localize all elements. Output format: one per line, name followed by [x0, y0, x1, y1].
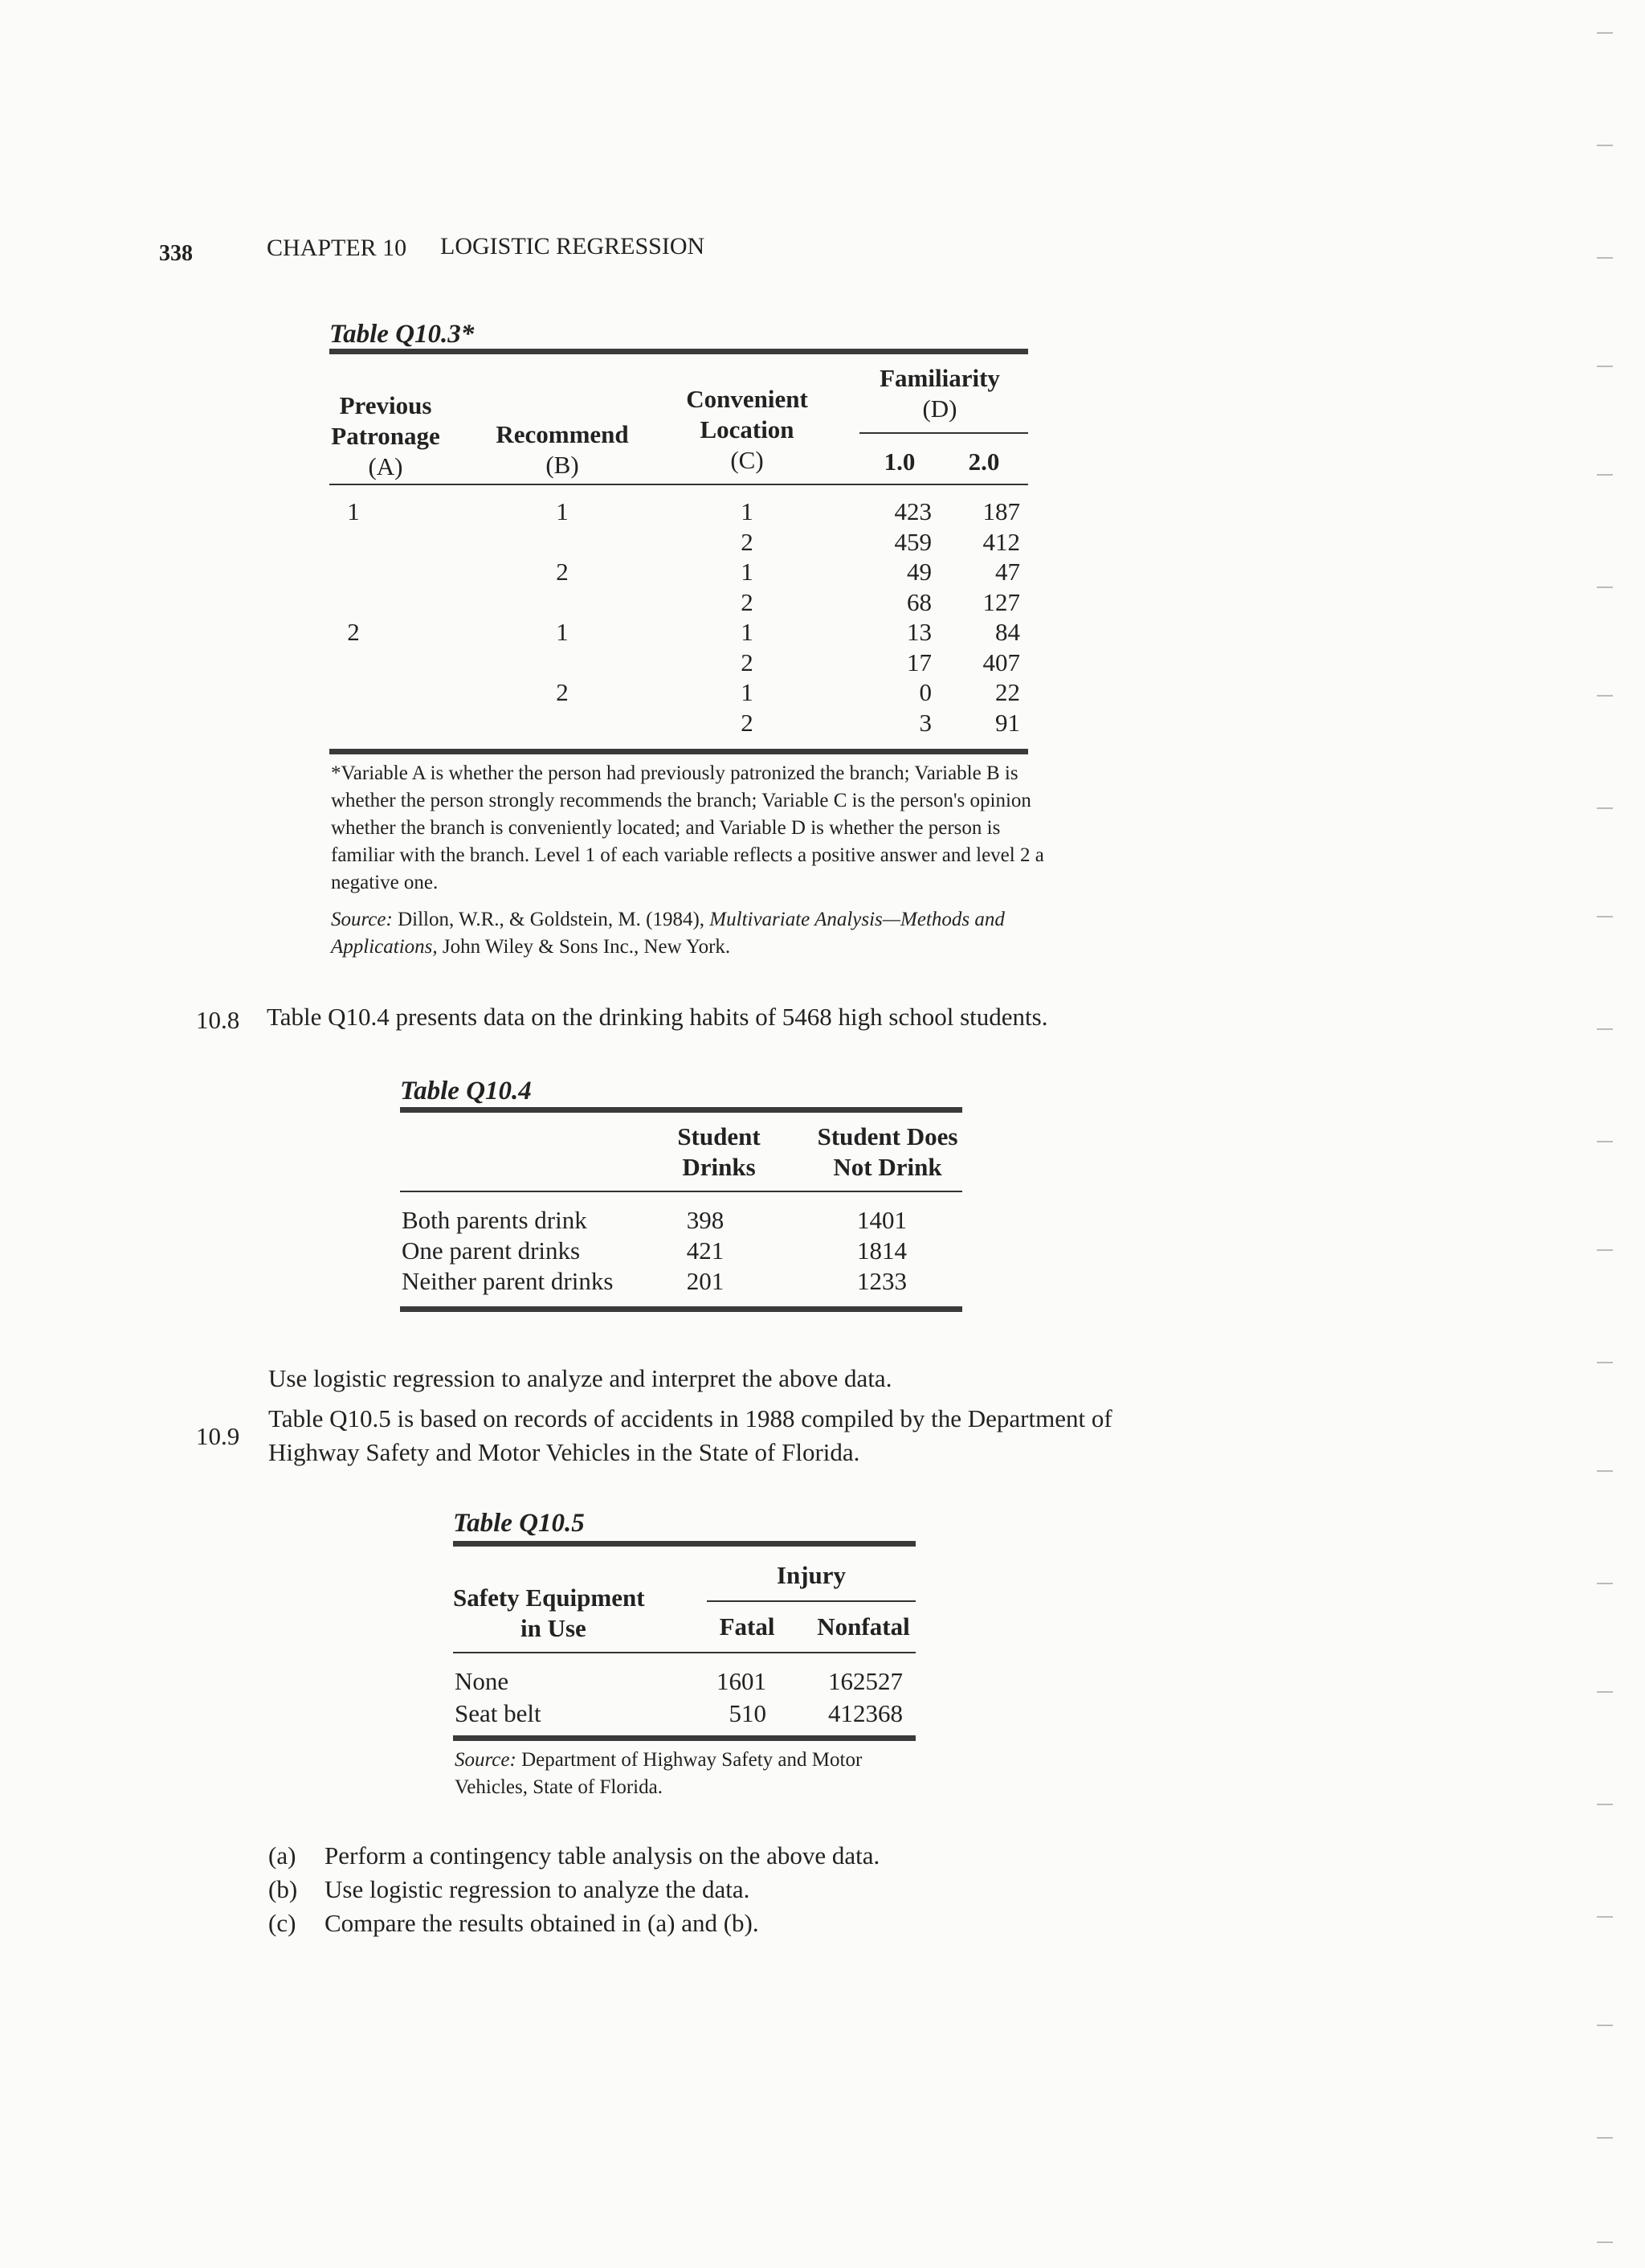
question-number-10-8: 10.8: [196, 1006, 240, 1034]
table-q10-4-header-rule: [400, 1191, 962, 1192]
table-row: [321, 677, 1028, 708]
table-q10-4-top-rule: [400, 1107, 962, 1113]
cell-drinks: 398: [686, 1206, 725, 1234]
part-text: Perform a contingency table analysis on the above data.: [325, 1841, 880, 1870]
scan-edge-mark: [1597, 1804, 1613, 1805]
header-recommend: Recommend (B): [496, 420, 629, 479]
table-row: [400, 1266, 962, 1297]
cell-d2: 47: [995, 558, 1020, 586]
header-d-level-1: 1.0: [884, 447, 916, 476]
cell-d1: 3: [919, 708, 932, 737]
source-publisher: John Wiley & Sons Inc., New York.: [442, 936, 731, 958]
scan-edge-mark: [1597, 2025, 1613, 2026]
cell-d2: 91: [995, 708, 1020, 737]
table-q10-4-body: [400, 1205, 962, 1297]
cell-drinks: 201: [686, 1267, 725, 1295]
cell-not-drink: 1401: [857, 1206, 907, 1234]
scan-edge-mark: [1597, 1362, 1613, 1363]
cell-d2: 412: [982, 527, 1020, 556]
cell-drinks: 421: [686, 1236, 725, 1265]
cell-not-drink: 1233: [857, 1267, 907, 1295]
cell-d1: 459: [894, 527, 932, 556]
scan-edge-mark: [1597, 32, 1613, 34]
table-q10-5-header-rule: [453, 1652, 916, 1653]
table-q10-3-title: Table Q10.3*: [329, 320, 475, 349]
chapter-title: LOGISTIC REGRESSION: [440, 233, 705, 259]
scan-edge-mark: [1597, 2241, 1613, 2243]
cell-c: 2: [741, 527, 753, 556]
cell-c: 2: [741, 648, 753, 676]
cell-a: 2: [347, 618, 360, 646]
part-label: (a): [268, 1841, 296, 1870]
row-label: None: [455, 1667, 509, 1695]
cell-d2: 22: [995, 678, 1020, 706]
cell-d2: 84: [995, 618, 1020, 646]
table-q10-3-footnote: *Variable A is whether the person had previously patronized the branch; Variable B is whether the person strongly recommends the branch; Variable C is the person's opinion whether the branch is conveniently located; and Variable D is whether the person is familiar with the branch. Level 1 of each variable reflects a positive answer and level 2 a negative one.: [331, 762, 1044, 893]
table-q10-4-bottom-rule: [400, 1306, 962, 1312]
cell-c: 2: [741, 708, 753, 737]
cell-a: 1: [347, 497, 360, 525]
cell-c: 1: [741, 558, 753, 586]
table-q10-3-top-rule: [329, 349, 1028, 354]
scan-edge-mark: [1597, 1028, 1613, 1030]
scan-edge-mark: [1597, 1916, 1613, 1918]
table-q10-3-body: [321, 497, 1028, 738]
header-injury: Injury: [776, 1561, 847, 1589]
cell-c: 1: [741, 678, 753, 706]
table-row: [400, 1236, 962, 1266]
cell-b: 1: [556, 497, 569, 525]
header-d-level-2: 2.0: [968, 447, 1000, 476]
cell-d2: 127: [982, 587, 1020, 616]
cell-fatal: 510: [729, 1699, 766, 1727]
cell-nonfatal: 162527: [828, 1667, 903, 1695]
chapter-label: CHAPTER 10: [267, 235, 407, 261]
table-q10-3-source: [331, 906, 1046, 961]
scan-edge-mark: [1597, 1141, 1613, 1142]
scan-edge-mark: [1597, 2137, 1613, 2139]
page-number: 338: [159, 241, 193, 266]
cell-c: 2: [741, 587, 753, 616]
source-label: Source:: [331, 909, 393, 930]
table-row: [321, 648, 1028, 678]
table-row: [453, 1698, 916, 1731]
cell-d1: 17: [907, 648, 932, 676]
header-fatal: Fatal: [719, 1612, 775, 1641]
familiarity-span-rule: [859, 432, 1028, 434]
cell-d1: 0: [919, 678, 932, 706]
question-10-9-text-line1: Table Q10.5 is based on records of accidents in 1988 compiled by the Department of: [268, 1404, 1112, 1432]
cell-d1: 68: [907, 587, 932, 616]
cell-b: 2: [556, 678, 569, 706]
scan-edge-mark: [1597, 474, 1613, 476]
header-previous-patronage: Previous Patronage (A): [331, 391, 440, 480]
header-safety-equipment: Safety Equipment in Use: [453, 1584, 645, 1642]
table-q10-5-title: Table Q10.5: [453, 1509, 585, 1538]
table-row: [453, 1666, 916, 1698]
cell-not-drink: 1814: [857, 1236, 907, 1265]
part-text: Compare the results obtained in (a) and (b).: [325, 1909, 759, 1937]
cell-d2: 407: [982, 648, 1020, 676]
question-10-9-text-line2: Highway Safety and Motor Vehicles in the State of Florida.: [268, 1438, 860, 1466]
part-label: (c): [268, 1909, 296, 1937]
header-nonfatal: Nonfatal: [817, 1612, 910, 1641]
scan-edge-mark: [1597, 807, 1613, 809]
cell-nonfatal: 412368: [828, 1699, 903, 1727]
cell-d1: 423: [894, 497, 932, 525]
table-q10-5-body: [453, 1666, 916, 1731]
scan-edge-mark: [1597, 695, 1613, 697]
scan-edge-mark: [1597, 586, 1613, 588]
row-label: Both parents drink: [402, 1206, 587, 1234]
table-row: [321, 497, 1028, 527]
row-label: Neither parent drinks: [402, 1267, 614, 1295]
part-text: Use logistic regression to analyze the data.: [325, 1875, 750, 1903]
question-number-10-9: 10.9: [196, 1422, 240, 1450]
cell-c: 1: [741, 497, 753, 525]
source-authors: Dillon, W.R., & Goldstein, M. (1984),: [398, 909, 705, 930]
row-label: Seat belt: [455, 1699, 541, 1727]
source-book-title: Multivariate Analysis—Methods and Applications,: [331, 909, 1005, 958]
table-q10-5-top-rule: [453, 1541, 916, 1547]
table-row: [321, 587, 1028, 618]
table-row: [321, 557, 1028, 587]
scan-edge-mark: [1597, 916, 1613, 917]
table-row: [321, 527, 1028, 558]
question-10-8-text: Table Q10.4 presents data on the drinking habits of 5468 high school students.: [267, 1003, 1048, 1031]
cell-d1: 49: [907, 558, 932, 586]
scan-edge-mark: [1597, 1470, 1613, 1472]
injury-span-rule: [707, 1600, 916, 1602]
table-q10-4-title: Table Q10.4: [400, 1077, 532, 1105]
cell-c: 1: [741, 618, 753, 646]
table-row: [321, 617, 1028, 648]
cell-fatal: 1601: [716, 1667, 766, 1695]
part-label: (b): [268, 1875, 298, 1903]
table-q10-5-bottom-rule: [453, 1735, 916, 1741]
table-q10-3-header-rule: [329, 484, 1028, 485]
table-row: [400, 1205, 962, 1236]
scan-edge-mark: [1597, 1583, 1613, 1584]
cell-d2: 187: [982, 497, 1020, 525]
scan-edge-mark: [1597, 257, 1613, 259]
header-convenient-location: Convenient Location (C): [686, 385, 808, 474]
table-q10-5-source: [455, 1747, 920, 1801]
source-text: Department of Highway Safety and Motor Vehicles, State of Florida.: [455, 1749, 863, 1798]
header-student-drinks: Student Drinks: [677, 1122, 761, 1181]
question-10-8-followup: Use logistic regression to analyze and interpret the above data.: [268, 1364, 892, 1392]
cell-d1: 13: [907, 618, 932, 646]
cell-b: 2: [556, 558, 569, 586]
scan-edge-mark: [1597, 366, 1613, 367]
row-label: One parent drinks: [402, 1236, 581, 1265]
scan-edge-mark: [1597, 145, 1613, 146]
table-q10-3-bottom-rule: [329, 749, 1028, 754]
header-familiarity: Familiarity (D): [880, 364, 1000, 423]
scan-edge-mark: [1597, 1249, 1613, 1251]
source-label: Source:: [455, 1749, 516, 1771]
header-student-does-not-drink: Student Does Not Drink: [817, 1122, 958, 1181]
table-row: [321, 708, 1028, 738]
cell-b: 1: [556, 618, 569, 646]
scan-edge-mark: [1597, 1691, 1613, 1693]
